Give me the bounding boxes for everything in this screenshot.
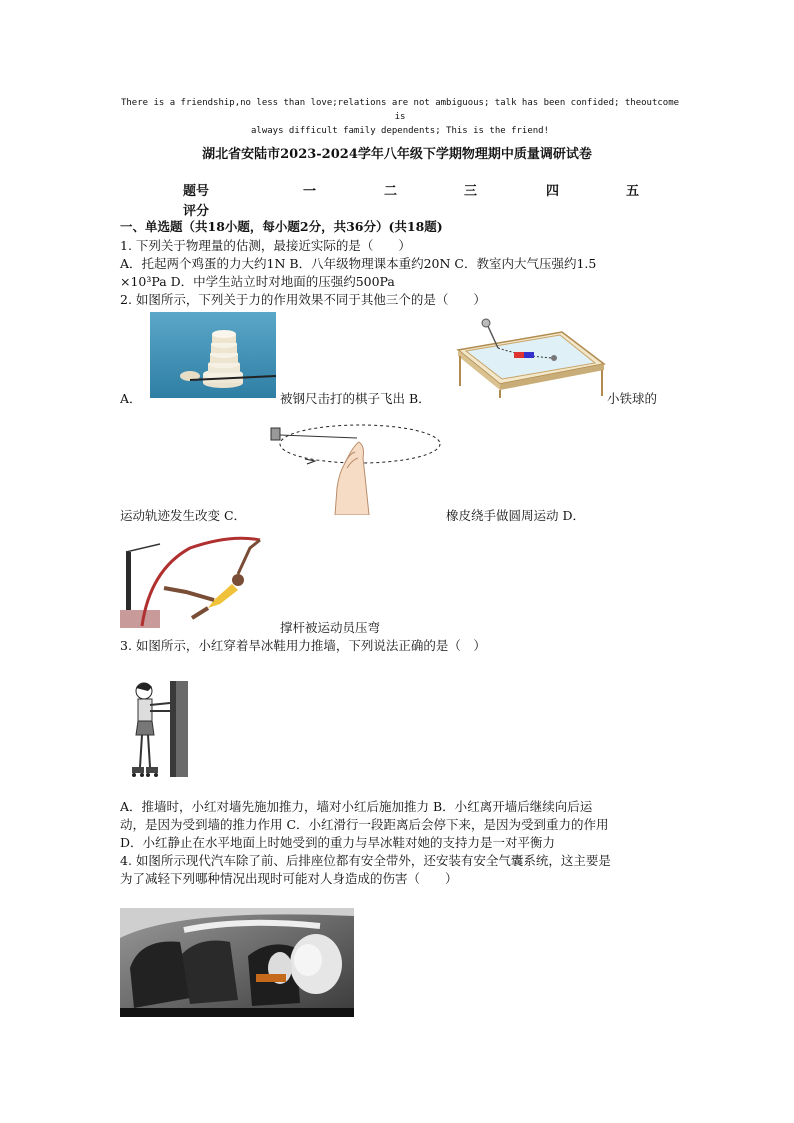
- score-header-2: 二: [384, 184, 398, 199]
- score-header-5: 五: [626, 184, 640, 199]
- q1-stem: 1. 下列关于物理量的估测，最接近实际的是（ ）: [120, 238, 411, 253]
- q2-option-a-caption: 被钢尺击打的棋子飞出 B．: [280, 391, 431, 406]
- q1-options-line-2: ×10³Pa D．中学生站立时对地面的压强约500Pa: [120, 274, 395, 289]
- q2-option-d-caption: 撑杆被运动员压弯: [280, 620, 381, 635]
- q3-line-2: 动，是因为受到墙的推力作用 C．小红滑行一段距离后会停下来，是因为受到重力的作用: [120, 817, 609, 832]
- score-header-4: 四: [546, 184, 560, 199]
- q3-line-1: A．推墙时，小红对墙先施加推力，墙对小红后施加推力 B．小红离开墙后继续向后运: [120, 799, 593, 814]
- motto: [120, 96, 680, 138]
- q2-option-a-label: A．: [120, 391, 142, 406]
- score-row-label: 评分: [183, 204, 210, 219]
- q4-line-2: 为了减轻下列哪种情况出现时可能对人身造成的伤害（ ）: [120, 871, 458, 886]
- q2-option-b-caption-end: 小铁球的: [607, 391, 658, 406]
- pole-vault-image: [120, 530, 280, 628]
- checkers-stack-image: [150, 312, 276, 398]
- page-title: 湖北省安陆市2023-2024学年八年级下学期物理期中质量调研试卷: [202, 147, 592, 162]
- section-heading: 一、单选题（共18小题，每小题2分，共36分）(共18题): [120, 219, 443, 234]
- q2-option-c-caption: 橡皮绕手做圆周运动 D．: [446, 508, 585, 523]
- q2-stem: 2. 如图所示，下列关于力的作用效果不同于其他三个的是（ ）: [120, 292, 486, 307]
- magnet-table-image: [452, 316, 607, 398]
- score-header-3: 三: [464, 184, 478, 199]
- score-header-label: 题号: [183, 184, 210, 199]
- girl-pushing-wall-image: [120, 675, 192, 780]
- score-header-1: 一: [303, 184, 317, 199]
- q1-options-line-1: A．托起两个鸡蛋的力大约1N B．八年级物理课本重约20N C．教室内大气压强约1.5: [120, 256, 597, 271]
- eraser-orbit-image: [265, 418, 445, 515]
- motto-line-1: There is a friendship,no less than love;relations are not ambiguous; talk has been confided; theoutcome is: [120, 98, 680, 122]
- motto-line-2: always difficult family dependents; This is the friend!: [250, 126, 549, 136]
- q3-line-3: D．小红静止在水平地面上时她受到的重力与旱冰鞋对她的支持力是一对平衡力: [120, 835, 556, 850]
- q3-stem: 3. 如图所示，小红穿着旱冰鞋用力推墙，下列说法正确的是（ ）: [120, 638, 486, 653]
- q4-line-1: 4. 如图所示现代汽车除了前、后排座位都有安全带外，还安装有安全气囊系统，这主要是: [120, 853, 611, 868]
- q2-option-b-caption-cont: 运动轨迹发生改变 C．: [120, 508, 247, 523]
- car-airbag-image: [120, 908, 354, 1017]
